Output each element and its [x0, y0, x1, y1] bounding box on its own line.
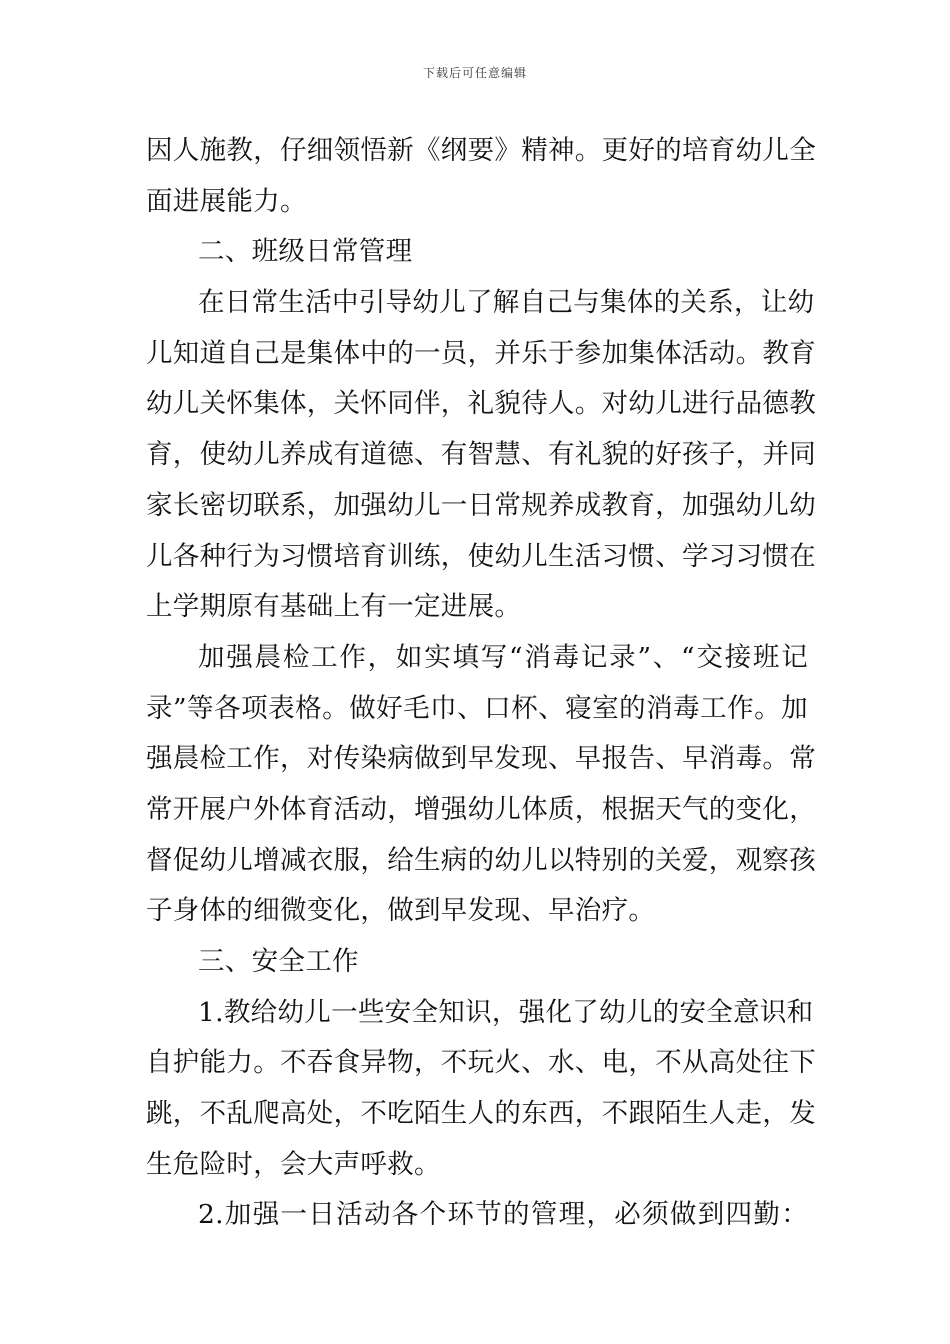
- section-heading: 三、安全工作: [198, 946, 359, 977]
- page-header: 下载后可任意编辑: [422, 66, 527, 80]
- paragraph-line: 儿知道自己是集体中的一员，并乐于参加集体活动。教育: [146, 337, 816, 369]
- paragraph-line: 常开展户外体育活动，增强幼儿体质，根据天气的变化，: [146, 793, 816, 825]
- paragraph-line: 加强晨检工作，如实填写“消毒记录”、“交接班记: [198, 641, 808, 673]
- paragraph-line: 育，使幼儿养成有道德、有智慧、有礼貌的好孩子，并同: [146, 439, 816, 471]
- paragraph-line: 跳，不乱爬高处，不吃陌生人的东西，不跟陌生人走，发: [146, 1098, 816, 1130]
- paragraph-line: 子身体的细微变化，做到早发现、早治疗。: [146, 895, 656, 927]
- paragraph-line: 在日常生活中引导幼儿了解自己与集体的关系，让幼: [198, 287, 815, 319]
- paragraph-line: 幼儿关怀集体，关怀同伴，礼貌待人。对幼儿进行品德教: [146, 388, 816, 420]
- document-body: [146, 126, 816, 1241]
- paragraph-line: 督促幼儿增减衣服，给生病的幼儿以特别的关爱，观察孩: [146, 844, 816, 876]
- paragraph-line: 因人施教，仔细领悟新《纲要》精神。更好的培育幼儿全: [146, 135, 816, 166]
- section-heading: 二、班级日常管理: [198, 236, 413, 268]
- paragraph-line: 儿各种行为习惯培育训练，使幼儿生活习惯、学习习惯在: [146, 540, 816, 572]
- paragraph-line: 1.教给幼儿一些安全知识，强化了幼儿的安全意识和: [198, 996, 814, 1028]
- paragraph-line: 自护能力。不吞食异物，不玩火、水、电，不从高处往下: [146, 1047, 816, 1079]
- paragraph-line: 家长密切联系，加强幼儿一日常规养成教育，加强幼儿幼: [146, 489, 816, 521]
- paragraph-line: 上学期原有基础上有一定进展。: [146, 591, 522, 623]
- paragraph-line: 录”等各项表格。做好毛巾、口杯、寝室的消毒工作。加: [146, 692, 808, 724]
- paragraph-line: 生危险时，会大声呼救。: [146, 1148, 441, 1180]
- paragraph-line: 强晨检工作，对传染病做到早发现、早报告、早消毒。常: [146, 743, 816, 775]
- paragraph-line: 面进展能力。: [146, 185, 307, 217]
- paragraph-line: 2.加强一日活动各个环节的管理，必须做到四勤：: [198, 1199, 808, 1231]
